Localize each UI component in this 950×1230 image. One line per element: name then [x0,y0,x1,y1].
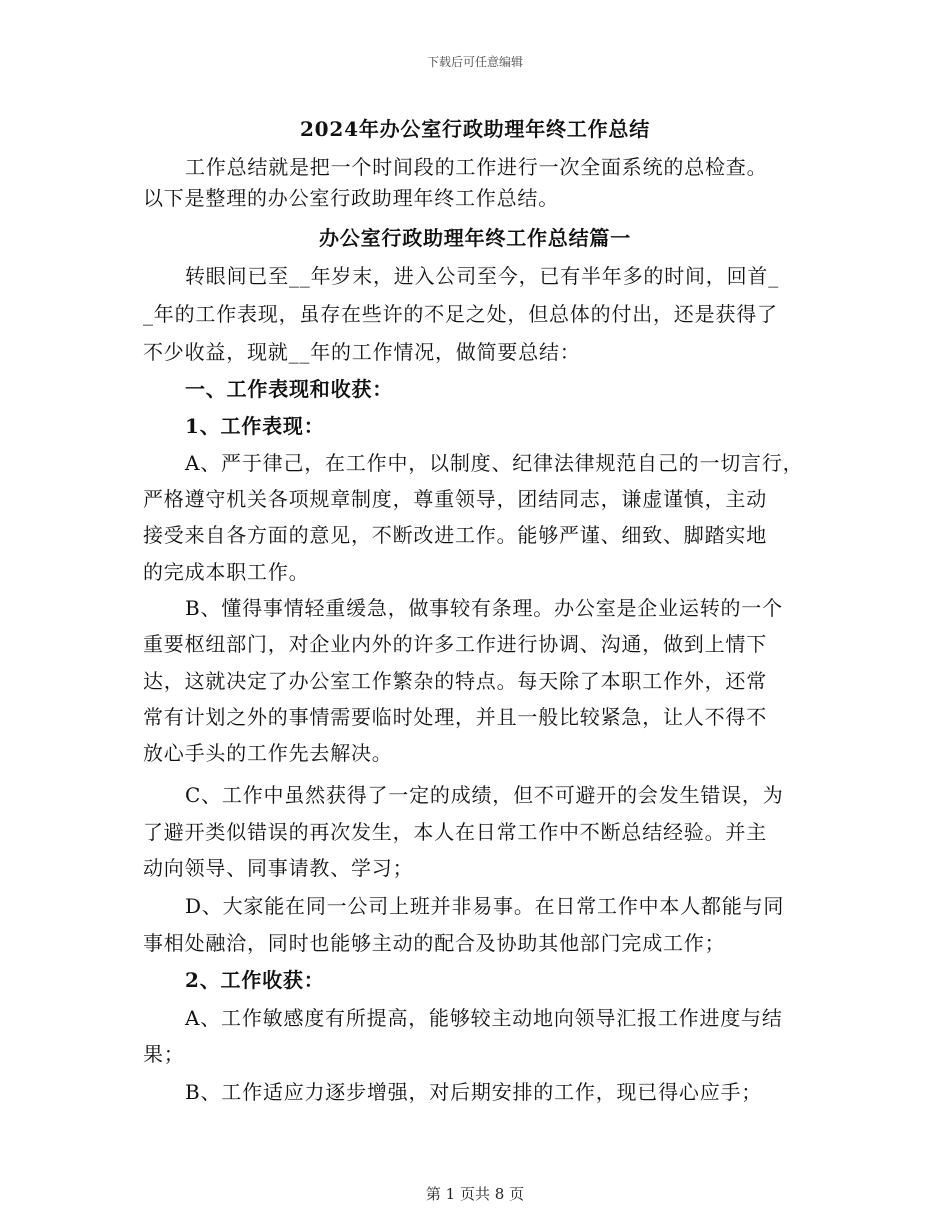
paragraph-line: 了避开类似错误的再次发生，本人在日常工作中不断总结经验。并主 [143,820,767,844]
paragraph-line: 常有计划之外的事情需要临时处理，并且一般比较紧急，让人不得不 [143,705,767,729]
subheading-work-performance: 1、工作表现： [185,414,325,438]
paragraph-line: B、工作适应力逐步增强，对后期安排的工作，现已得心应手； [185,1080,763,1104]
section-title: 办公室行政助理年终工作总结篇一 [319,226,631,250]
paragraph-line: _年的工作表现，虽存在些许的不足之处，但总体的付出，还是获得了 [143,302,778,326]
paragraph-line: 放心手头的工作先去解决。 [143,741,393,765]
paragraph-line: 动向领导、同事请教、学习； [143,856,414,880]
paragraph-line: 严格遵守机关各项规章制度，尊重领导，团结同志，谦虚谨慎，主动 [143,487,767,511]
paragraph-line: 果； [143,1042,185,1066]
paragraph-line: 达，这就决定了办公室工作繁杂的特点。每天除了本职工作外，还常 [143,669,767,693]
paragraph-line: 的完成本职工作。 [143,560,310,584]
paragraph-line: B、懂得事情轻重缓急，做事较有条理。办公室是企业运转的一个 [185,596,783,620]
paragraph-line: 接受来自各方面的意见，不断改进工作。能够严谨、细致、脚踏实地 [143,523,767,547]
paragraph-line: 重要枢纽部门，对企业内外的许多工作进行协调、沟通，做到上情下 [143,632,767,656]
paragraph-line: A、严于律己，在工作中，以制度、纪律法律规范自己的一切言行， [185,451,804,475]
paragraph-line: 转眼间已至__年岁末，进入公司至今，已有半年多的时间，回首_ [185,264,779,288]
heading-work-performance-and-gains: 一、工作表现和收获： [185,377,393,401]
intro-line: 工作总结就是把一个时间段的工作进行一次全面系统的总检查。 [185,155,768,179]
page-number: 第 1 页共 8 页 [425,1185,525,1203]
paragraph-line: 不少收益，现就__年的工作情况，做简要总结： [143,340,581,364]
paragraph-line: A、工作敏感度有所提高，能够较主动地向领导汇报工作进度与结 [185,1006,783,1030]
paragraph-line: C、工作中虽然获得了一定的成绩，但不可避开的会发生错误，为 [185,783,784,807]
paragraph-line: 事相处融洽，同时也能够主动的配合及协助其他部门完成工作； [143,931,726,955]
header-note: 下载后可任意编辑 [426,55,523,69]
subheading-work-gains: 2、工作收获： [185,968,325,992]
paragraph-line: D、大家能在同一公司上班并非易事。在日常工作中本人都能与同 [185,894,785,918]
document-title: 2024年办公室行政助理年终工作总结 [299,117,651,141]
intro-line: 以下是整理的办公室行政助理年终工作总结。 [143,186,559,210]
